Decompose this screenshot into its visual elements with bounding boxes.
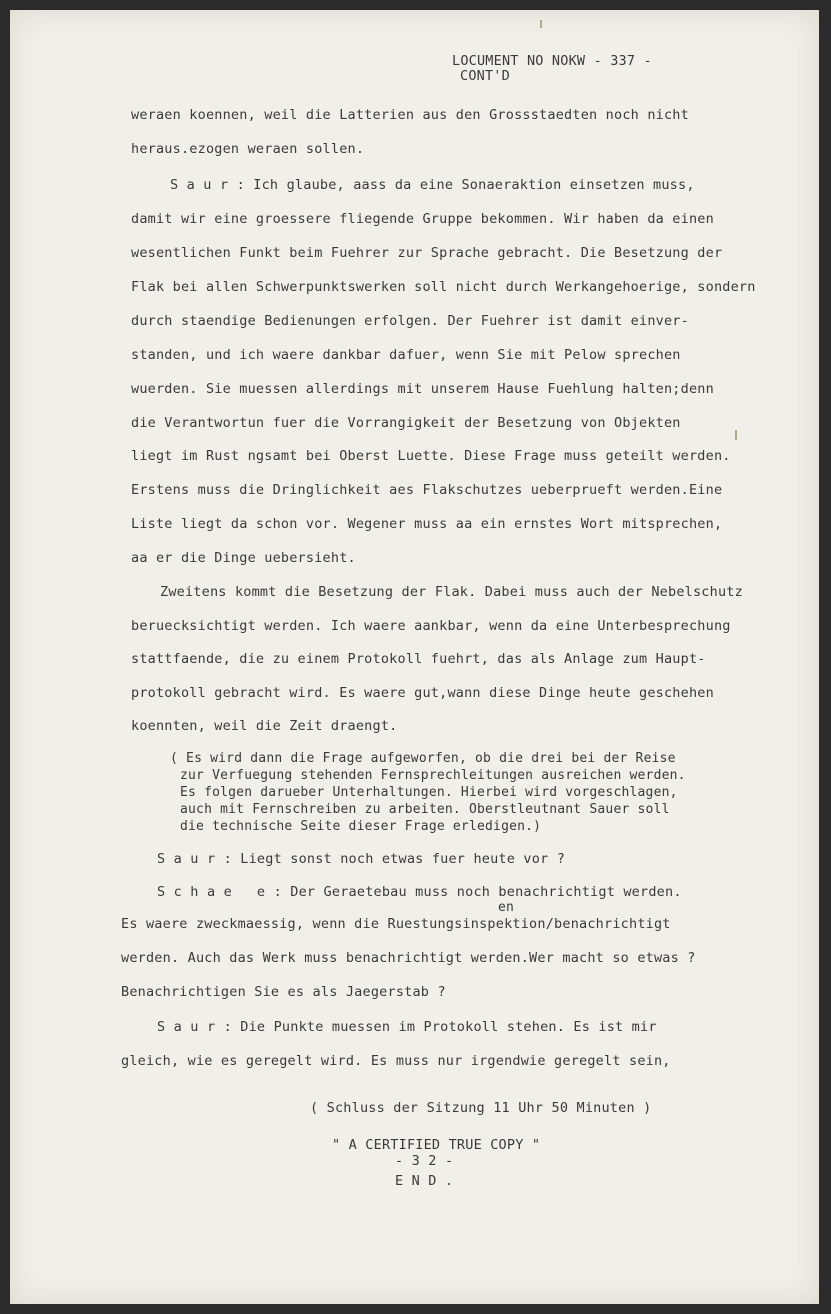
parenthetical-line: Es folgen darueber Unterhaltungen. Hierbei wird vorgeschlagen, <box>180 785 678 800</box>
page-number: - 3 2 - <box>395 1153 454 1169</box>
speaker-line: S a u r : Liegt sonst noch etwas fuer heute vor ? <box>157 851 566 867</box>
interlinear-insert: en <box>498 900 515 915</box>
text-line: weraen koennen, weil die Latterien aus den Grossstaedten noch nicht <box>131 107 689 123</box>
document-page <box>10 10 819 1304</box>
paper-mark <box>735 430 737 440</box>
text-line: Es waere zweckmaessig, wenn die Ruestungsinspektion/benachrichtigt <box>121 916 671 932</box>
text-line: Benachrichtigen Sie es als Jaegerstab ? <box>121 984 446 1000</box>
continued-marker: CONT'D <box>460 68 510 84</box>
text-line: stattfaende, die zu einem Protokoll fuehrt, das als Anlage zum Haupt- <box>131 651 706 667</box>
text-line: wuerden. Sie muessen allerdings mit unserem Hause Fuehlung halten;denn <box>131 381 714 397</box>
parenthetical-line: auch mit Fernschreiben zu arbeiten. Oberstleutnant Sauer soll <box>180 802 670 817</box>
parenthetical-line: zur Verfuegung stehenden Fernsprechleitungen ausreichen werden. <box>180 768 686 783</box>
speaker-line: S c h a e e : Der Geraetebau muss noch benachrichtigt werden. <box>157 884 682 900</box>
speaker-line: S a u r : Die Punkte muessen im Protokoll stehen. Es ist mir <box>157 1019 657 1035</box>
text-line: wesentlichen Funkt beim Fuehrer zur Sprache gebracht. Die Besetzung der <box>131 245 723 261</box>
document-number: LOCUMENT NO NOKW - 337 - <box>452 53 652 69</box>
text-line: liegt im Rust ngsamt bei Oberst Luette. Diese Frage muss geteilt werden. <box>131 448 731 464</box>
text-line: damit wir eine groessere fliegende Gruppe bekommen. Wir haben da einen <box>131 211 714 227</box>
session-end-note: ( Schluss der Sitzung 11 Uhr 50 Minuten ) <box>310 1100 652 1116</box>
speaker-line: S a u r : Ich glaube, aass da eine Sonaeraktion einsetzen muss, <box>170 177 695 193</box>
text-line: gleich, wie es geregelt wird. Es muss nur irgendwie geregelt sein, <box>121 1053 671 1069</box>
text-line: Zweitens kommt die Besetzung der Flak. Dabei muss auch der Nebelschutz <box>160 584 743 600</box>
text-line: koennten, weil die Zeit draengt. <box>131 718 398 734</box>
text-line: durch staendige Bedienungen erfolgen. Der Fuehrer ist damit einver- <box>131 313 689 329</box>
text-line: werden. Auch das Werk muss benachrichtigt werden.Wer macht so etwas ? <box>121 950 696 966</box>
text-line: Flak bei allen Schwerpunktswerken soll nicht durch Werkangehoerige, sondern <box>131 279 756 295</box>
certification-line: " A CERTIFIED TRUE COPY " <box>332 1137 541 1153</box>
paper-mark <box>540 20 542 28</box>
text-line: die Verantwortun fuer die Vorrangigkeit der Besetzung von Objekten <box>131 415 681 431</box>
text-line: standen, und ich waere dankbar dafuer, wenn Sie mit Pelow sprechen <box>131 347 681 363</box>
text-line: beruecksichtigt werden. Ich waere aankbar, wenn da eine Unterbesprechung <box>131 618 731 634</box>
text-line: Liste liegt da schon vor. Wegener muss aa ein ernstes Wort mitsprechen, <box>131 516 723 532</box>
parenthetical-line: ( Es wird dann die Frage aufgeworfen, ob die drei bei der Reise <box>170 751 676 766</box>
end-marker: E N D . <box>395 1173 454 1189</box>
text-line: Erstens muss die Dringlichkeit aes Flakschutzes ueberprueft werden.Eine <box>131 482 723 498</box>
text-line: protokoll gebracht wird. Es waere gut,wann diese Dinge heute geschehen <box>131 685 714 701</box>
text-line: aa er die Dinge uebersieht. <box>131 550 356 566</box>
text-line: heraus.ezogen weraen sollen. <box>131 141 365 157</box>
parenthetical-line: die technische Seite dieser Frage erledigen.) <box>180 819 542 834</box>
